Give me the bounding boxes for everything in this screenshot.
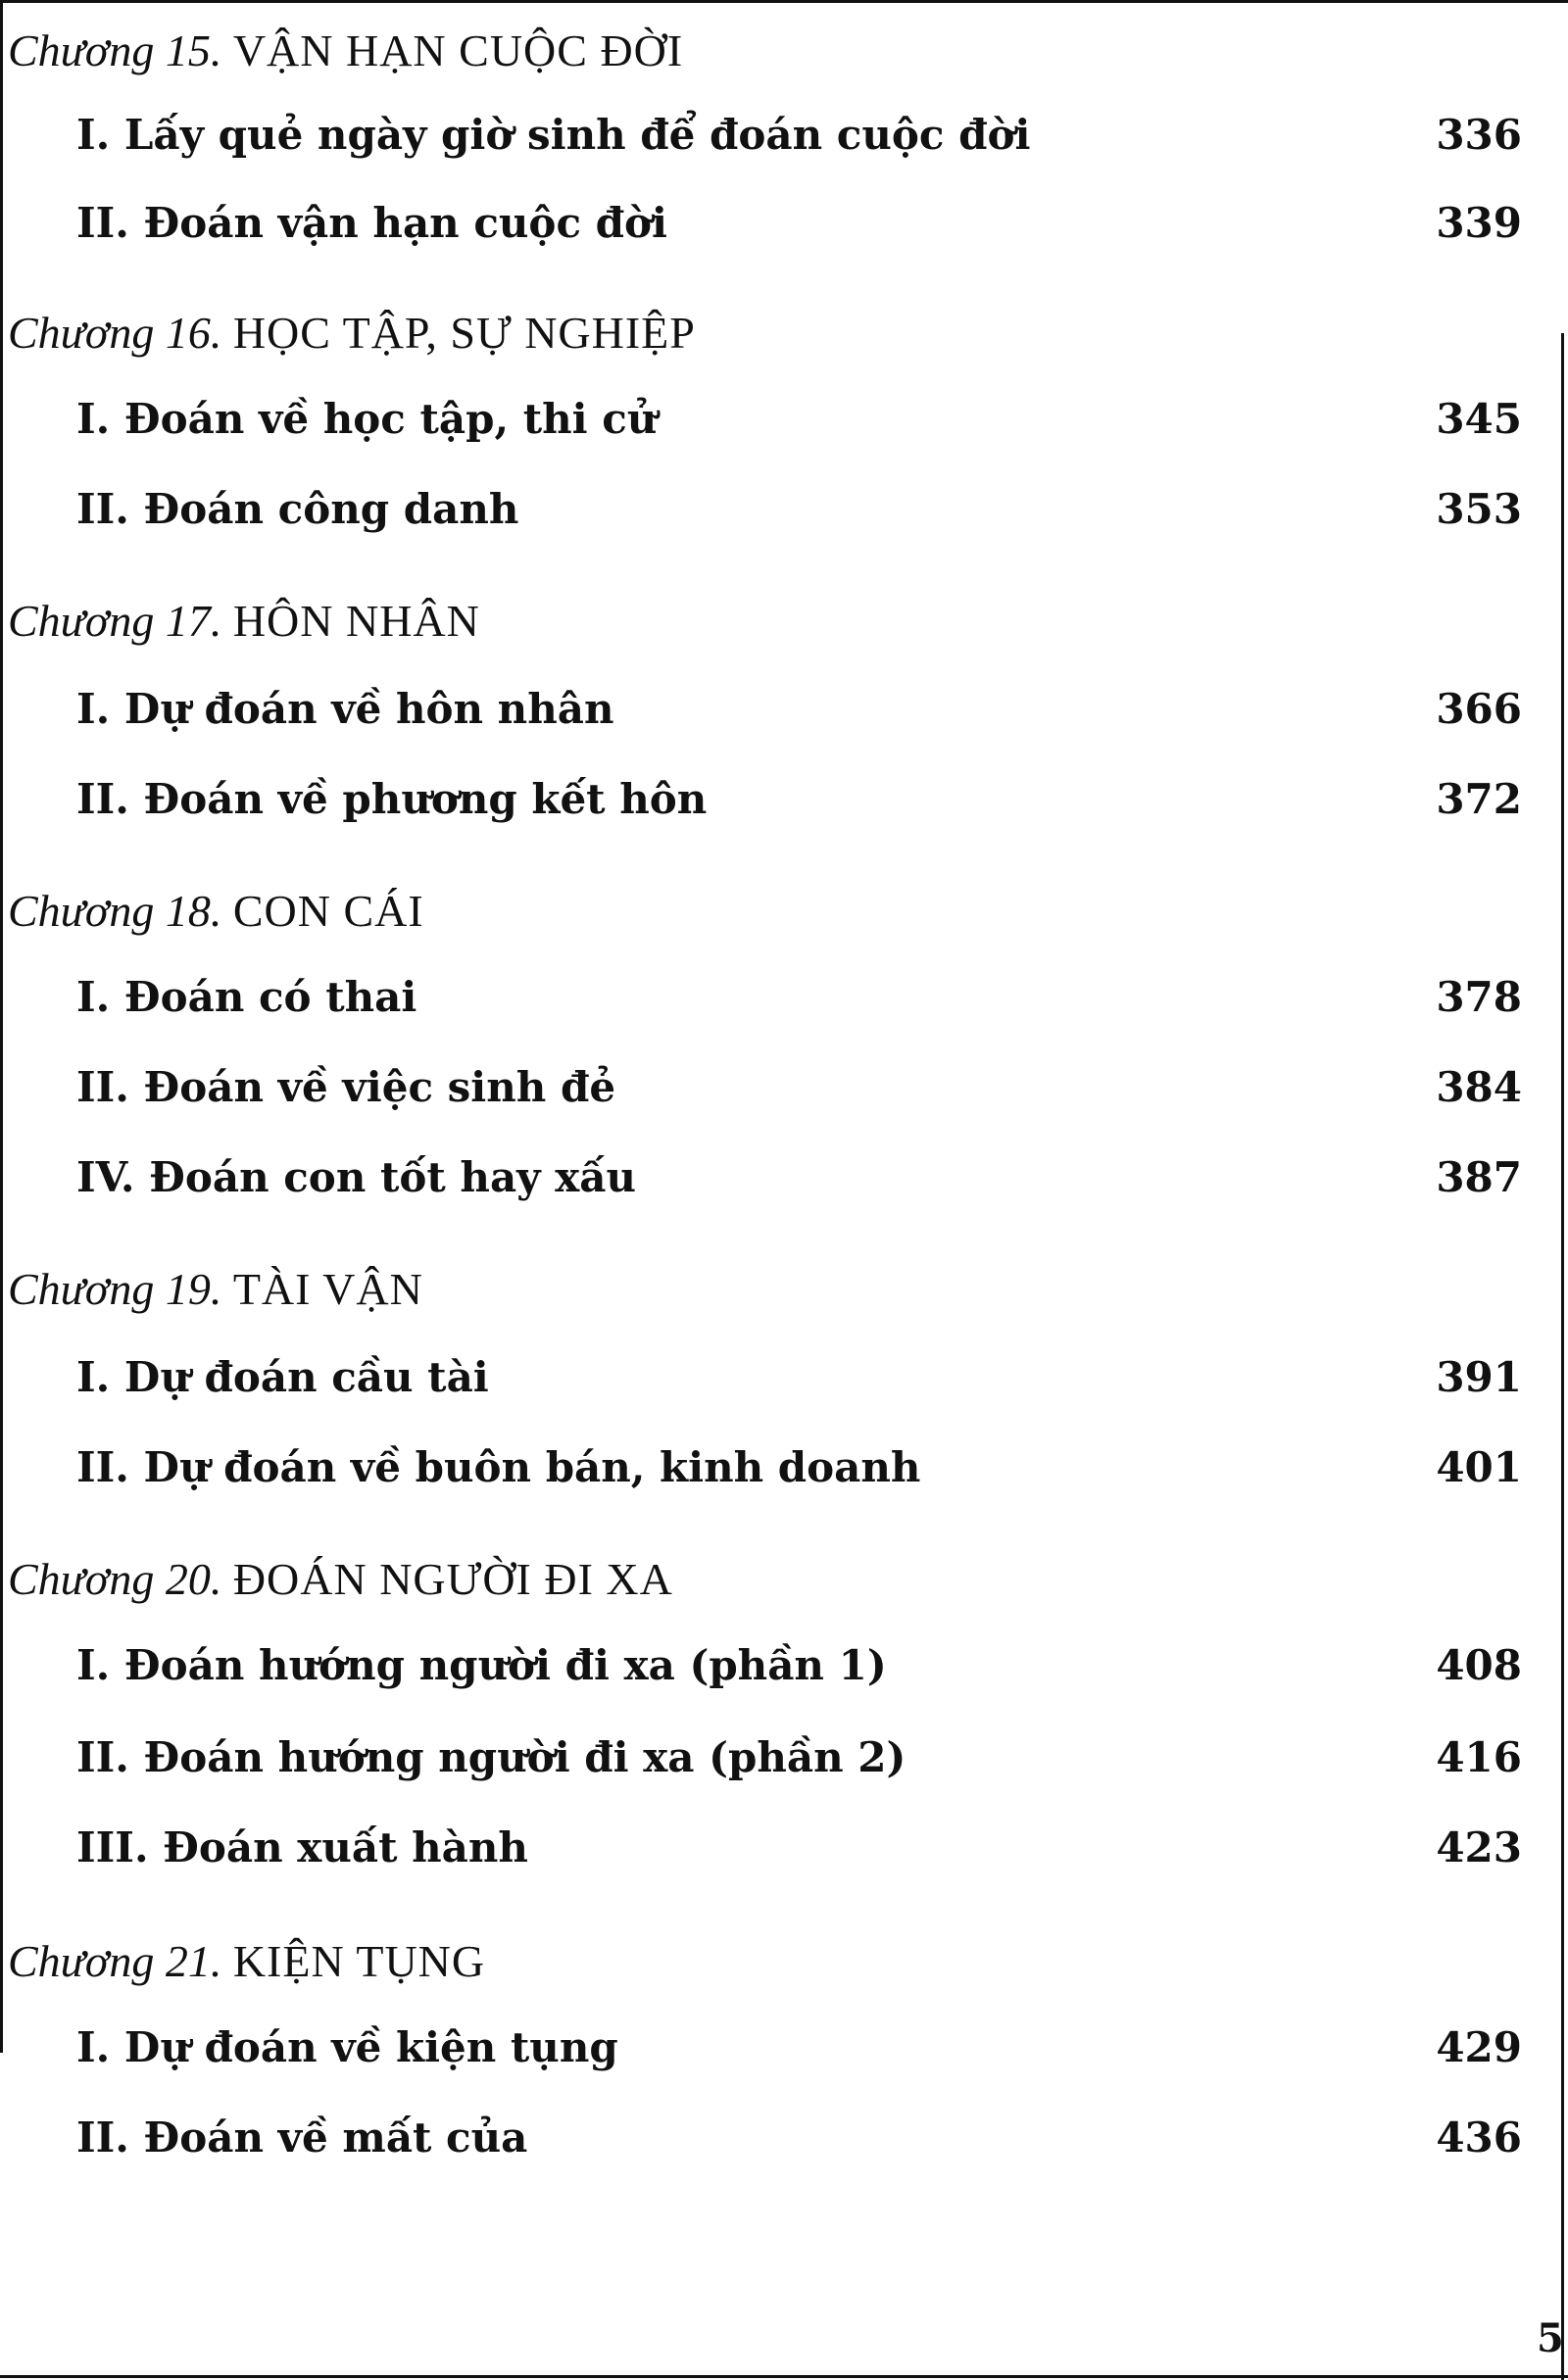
page-border-right (1561, 333, 1564, 2380)
toc-entry-title: II. Đoán công danh (76, 485, 519, 533)
chapter-title: HÔN NHÂN (232, 596, 480, 646)
toc-entry (76, 194, 1522, 253)
toc-entry-page: 416 (1436, 1733, 1522, 1781)
chapter-title: VẬN HẠN CUỘC ĐỜI (232, 25, 684, 75)
chapter-label: Chương 19. (8, 1264, 222, 1314)
toc-entry (76, 480, 1522, 539)
chapter-label: Chương 18. (8, 886, 222, 936)
toc-entry-page: 339 (1436, 199, 1522, 247)
toc-entry-page: 366 (1436, 685, 1522, 733)
toc-entry (76, 1636, 1522, 1695)
toc-entry-title: II. Đoán về mất của (76, 2113, 528, 2161)
toc-entry-page: 336 (1436, 111, 1522, 159)
page-number: 5 (1537, 2315, 1564, 2361)
chapter-heading (8, 1550, 673, 1609)
toc-entry-title: I. Đoán về học tập, thi cử (76, 395, 658, 443)
toc-entry (76, 2109, 1522, 2167)
toc-entry (76, 968, 1522, 1027)
toc-entry (76, 1438, 1522, 1497)
toc-entry (76, 1148, 1522, 1207)
page-border-bottom (0, 2375, 1568, 2378)
toc-entry (76, 1728, 1522, 1787)
page-border-top (0, 0, 1568, 3)
toc-entry-page: 391 (1436, 1353, 1522, 1401)
chapter-heading (8, 22, 683, 80)
toc-entry-page: 436 (1436, 2113, 1522, 2161)
toc-entry-title: II. Dự đoán về buôn bán, kinh doanh (76, 1443, 921, 1491)
chapter-label: Chương 21. (8, 1936, 222, 1986)
toc-entry (76, 106, 1522, 165)
toc-entry (76, 390, 1522, 449)
toc-entry-title: I. Dự đoán về hôn nhân (76, 685, 614, 733)
toc-entry-title: III. Đoán xuất hành (76, 1823, 528, 1871)
toc-entry (76, 770, 1522, 829)
chapter-heading (8, 1260, 423, 1319)
toc-entry-page: 401 (1436, 1443, 1522, 1491)
chapter-label: Chương 16. (8, 308, 222, 358)
chapter-title: HỌC TẬP, SỰ NGHIỆP (232, 308, 696, 358)
chapter-title: ĐOÁN NGƯỜI ĐI XA (232, 1554, 673, 1604)
toc-entry-title: II. Đoán hướng người đi xa (phần 2) (76, 1733, 906, 1781)
toc-entry-title: I. Dự đoán về kiện tụng (76, 2023, 618, 2071)
page-border-left (0, 0, 3, 2053)
toc-entry-title: I. Lấy quẻ ngày giờ sinh để đoán cuộc đời (76, 111, 1031, 159)
toc-entry-title: II. Đoán về việc sinh đẻ (76, 1063, 616, 1111)
toc-entry-title: I. Đoán hướng người đi xa (phần 1) (76, 1641, 887, 1689)
toc-entry-page: 384 (1436, 1063, 1522, 1111)
toc-entry-title: I. Đoán có thai (76, 973, 417, 1021)
toc-entry (76, 680, 1522, 739)
toc-entry (76, 1819, 1522, 1877)
toc-entry (76, 1348, 1522, 1407)
chapter-heading (8, 882, 424, 941)
chapter-title: TÀI VẬN (232, 1264, 423, 1314)
toc-entry-page: 372 (1436, 775, 1522, 823)
toc-entry-page: 429 (1436, 2023, 1522, 2071)
toc-entry-page: 353 (1436, 485, 1522, 533)
chapter-label: Chương 17. (8, 596, 222, 646)
toc-entry-title: IV. Đoán con tốt hay xấu (76, 1153, 636, 1201)
chapter-heading (8, 592, 480, 651)
chapter-title: KIỆN TỤNG (232, 1936, 486, 1986)
chapter-label: Chương 20. (8, 1554, 222, 1604)
toc-entry-title: I. Dự đoán cầu tài (76, 1353, 489, 1401)
toc-entry-page: 387 (1436, 1153, 1522, 1201)
toc-entry-page: 408 (1436, 1641, 1522, 1689)
chapter-heading (8, 304, 696, 363)
toc-entry-page: 345 (1436, 395, 1522, 443)
toc-entry-title: II. Đoán về phương kết hôn (76, 775, 708, 823)
toc-entry (76, 2018, 1522, 2077)
toc-entry-title: II. Đoán vận hạn cuộc đời (76, 199, 667, 247)
chapter-label: Chương 15. (8, 25, 222, 75)
toc-entry (76, 1058, 1522, 1117)
toc-entry-page: 378 (1436, 973, 1522, 1021)
chapter-heading (8, 1932, 485, 1991)
chapter-title: CON CÁI (232, 886, 424, 936)
toc-entry-page: 423 (1436, 1823, 1522, 1871)
